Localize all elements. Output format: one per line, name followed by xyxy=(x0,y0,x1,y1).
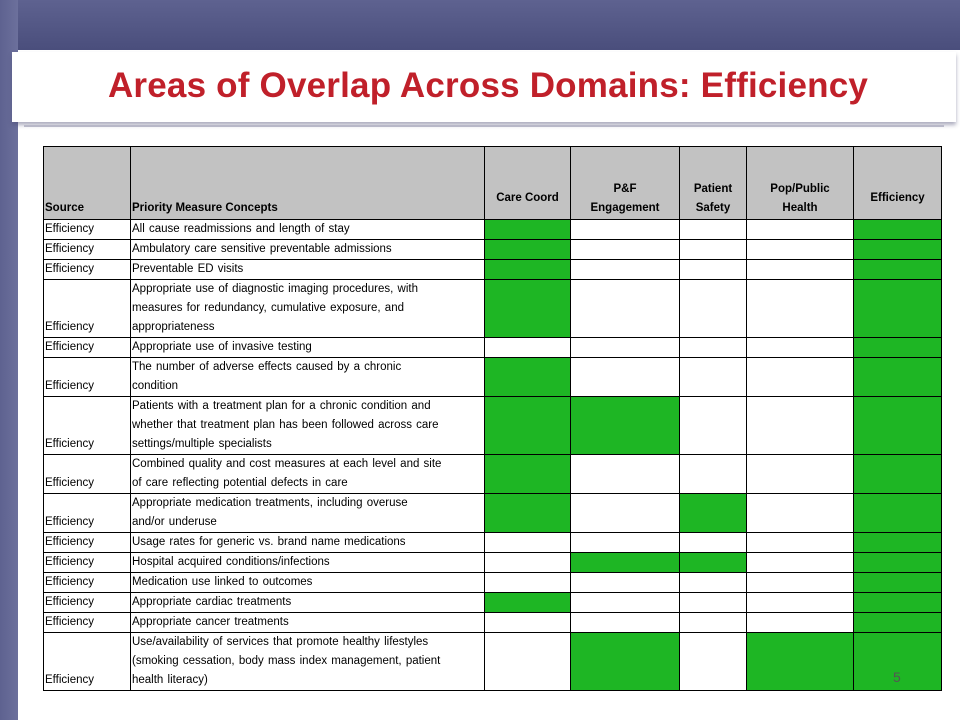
cell-care-coord xyxy=(485,455,571,494)
concept-line: All cause readmissions and length of stay xyxy=(132,223,350,235)
cell-pf-engagement xyxy=(571,240,680,260)
concept-line: Hospital acquired conditions/infections xyxy=(132,556,330,568)
concept-line: health literacy) xyxy=(132,674,208,686)
cell-patient-safety xyxy=(680,280,747,338)
cell-pf-engagement xyxy=(571,280,680,338)
header-pop-line2: Health xyxy=(782,202,818,214)
cell-pf-engagement xyxy=(571,358,680,397)
cell-pf-engagement xyxy=(571,494,680,533)
row-source: Efficiency xyxy=(44,240,131,260)
row-concept xyxy=(131,397,485,455)
row-concept xyxy=(131,240,485,260)
cell-patient-safety xyxy=(680,573,747,593)
header-pf-line1: P&F xyxy=(613,183,637,195)
concept-line: Appropriate use of diagnostic imaging procedures, with xyxy=(132,283,418,295)
header-pop-line1: Pop/Public xyxy=(770,183,830,195)
cell-pop-health xyxy=(747,633,854,691)
cell-patient-safety xyxy=(680,613,747,633)
cell-patient-safety xyxy=(680,593,747,613)
concept-line: The number of adverse effects caused by a chronic xyxy=(132,361,402,373)
concept-line: Appropriate cancer treatments xyxy=(132,616,289,628)
table-row xyxy=(44,494,942,533)
concept-line: Appropriate use of invasive testing xyxy=(132,341,312,353)
table-row xyxy=(44,397,942,455)
row-source: Efficiency xyxy=(44,358,131,397)
cell-care-coord xyxy=(485,358,571,397)
cell-patient-safety xyxy=(680,553,747,573)
row-source: Efficiency xyxy=(44,220,131,240)
concept-line: (smoking cessation, body mass index management, patient xyxy=(132,655,441,667)
cell-pop-health xyxy=(747,553,854,573)
row-concept xyxy=(131,455,485,494)
concept-line: and/or underuse xyxy=(132,516,217,528)
cell-pf-engagement xyxy=(571,260,680,280)
cell-pop-health xyxy=(747,593,854,613)
cell-care-coord xyxy=(485,613,571,633)
cell-efficiency xyxy=(854,533,942,553)
cell-efficiency xyxy=(854,397,942,455)
concept-line: Patients with a treatment plan for a chronic condition and xyxy=(132,400,431,412)
row-source: Efficiency xyxy=(44,593,131,613)
row-concept xyxy=(131,553,485,573)
cell-care-coord xyxy=(485,338,571,358)
row-concept xyxy=(131,494,485,533)
cell-pop-health xyxy=(747,494,854,533)
cell-efficiency xyxy=(854,240,942,260)
table-row xyxy=(44,455,942,494)
row-source: Efficiency xyxy=(44,633,131,691)
header-ps-line2: Safety xyxy=(695,202,731,214)
cell-care-coord xyxy=(485,220,571,240)
cell-efficiency xyxy=(854,553,942,573)
row-source: Efficiency xyxy=(44,613,131,633)
row-source: Efficiency xyxy=(44,260,131,280)
concept-line: measures for redundancy, cumulative exposure, and xyxy=(132,302,404,314)
row-source: Efficiency xyxy=(44,553,131,573)
row-source: Efficiency xyxy=(44,533,131,553)
cell-care-coord xyxy=(485,240,571,260)
title-divider xyxy=(24,125,944,127)
cell-patient-safety xyxy=(680,260,747,280)
cell-care-coord xyxy=(485,633,571,691)
cell-pf-engagement xyxy=(571,633,680,691)
cell-patient-safety xyxy=(680,240,747,260)
table-row xyxy=(44,533,942,553)
header-efficiency xyxy=(854,147,942,220)
concept-line: Preventable ED visits xyxy=(132,263,244,275)
cell-pf-engagement xyxy=(571,593,680,613)
cell-pop-health xyxy=(747,220,854,240)
cell-patient-safety xyxy=(680,338,747,358)
concept-line: Ambulatory care sensitive preventable admissions xyxy=(132,243,392,255)
table-row xyxy=(44,220,942,240)
cell-care-coord xyxy=(485,494,571,533)
cell-patient-safety xyxy=(680,397,747,455)
table-row xyxy=(44,358,942,397)
top-decorative-band xyxy=(0,0,960,50)
cell-care-coord xyxy=(485,553,571,573)
row-concept xyxy=(131,358,485,397)
cell-pop-health xyxy=(747,240,854,260)
cell-efficiency xyxy=(854,573,942,593)
cell-pop-health xyxy=(747,397,854,455)
row-source: Efficiency xyxy=(44,338,131,358)
table-row xyxy=(44,593,942,613)
table-row xyxy=(44,240,942,260)
cell-efficiency xyxy=(854,613,942,633)
cell-efficiency xyxy=(854,220,942,240)
cell-pf-engagement xyxy=(571,613,680,633)
row-source: Efficiency xyxy=(44,573,131,593)
table-row xyxy=(44,553,942,573)
cell-care-coord xyxy=(485,280,571,338)
cell-efficiency xyxy=(854,260,942,280)
cell-patient-safety xyxy=(680,455,747,494)
cell-pop-health xyxy=(747,455,854,494)
row-concept xyxy=(131,220,485,240)
row-source: Efficiency xyxy=(44,397,131,455)
cell-efficiency xyxy=(854,593,942,613)
header-care-coord xyxy=(485,147,571,220)
cell-pf-engagement xyxy=(571,220,680,240)
header-concept: Priority Measure Concepts xyxy=(131,147,485,220)
row-concept xyxy=(131,338,485,358)
row-concept xyxy=(131,260,485,280)
cell-pop-health xyxy=(747,260,854,280)
cell-efficiency xyxy=(854,338,942,358)
table-row xyxy=(44,260,942,280)
cell-care-coord xyxy=(485,533,571,553)
cell-pop-health xyxy=(747,613,854,633)
concept-line: settings/multiple specialists xyxy=(132,438,272,450)
row-concept xyxy=(131,280,485,338)
cell-efficiency xyxy=(854,455,942,494)
cell-pf-engagement xyxy=(571,455,680,494)
header-efficiency-text: Efficiency xyxy=(870,192,925,204)
cell-pf-engagement xyxy=(571,573,680,593)
cell-pf-engagement xyxy=(571,338,680,358)
table-row xyxy=(44,613,942,633)
concept-line: Medication use linked to outcomes xyxy=(132,576,313,588)
concept-line: Appropriate medication treatments, including overuse xyxy=(132,497,408,509)
header-source: Source xyxy=(44,147,131,220)
row-concept xyxy=(131,573,485,593)
cell-pf-engagement xyxy=(571,553,680,573)
cell-pop-health xyxy=(747,338,854,358)
cell-efficiency xyxy=(854,494,942,533)
cell-efficiency xyxy=(854,280,942,338)
cell-pf-engagement xyxy=(571,533,680,553)
page-number: 5 xyxy=(893,669,901,685)
cell-patient-safety xyxy=(680,220,747,240)
table-row xyxy=(44,338,942,358)
cell-care-coord xyxy=(485,397,571,455)
row-source: Efficiency xyxy=(44,280,131,338)
cell-care-coord xyxy=(485,573,571,593)
cell-patient-safety xyxy=(680,633,747,691)
header-ps-line1: Patient xyxy=(693,183,733,195)
table-row xyxy=(44,633,942,691)
header-pop-health xyxy=(747,147,854,220)
header-pf-line2: Engagement xyxy=(590,202,660,214)
concept-line: Combined quality and cost measures at each level and site xyxy=(132,458,442,470)
cell-patient-safety xyxy=(680,533,747,553)
table-row xyxy=(44,573,942,593)
table-body xyxy=(44,220,942,691)
row-concept xyxy=(131,613,485,633)
concept-line: condition xyxy=(132,380,179,392)
cell-pf-engagement xyxy=(571,397,680,455)
row-concept xyxy=(131,533,485,553)
cell-patient-safety xyxy=(680,494,747,533)
cell-patient-safety xyxy=(680,358,747,397)
table-row xyxy=(44,280,942,338)
table-header xyxy=(44,147,942,220)
header-care-coord-text: Care Coord xyxy=(496,192,559,204)
cell-pop-health xyxy=(747,280,854,338)
cell-care-coord xyxy=(485,593,571,613)
row-concept xyxy=(131,633,485,691)
overlap-table xyxy=(43,146,942,691)
slide-title: Areas of Overlap Across Domains: Efficiency xyxy=(107,66,869,105)
cell-pop-health xyxy=(747,533,854,553)
row-source: Efficiency xyxy=(44,494,131,533)
header-row xyxy=(44,147,942,220)
cell-pop-health xyxy=(747,573,854,593)
row-concept xyxy=(131,593,485,613)
concept-line: Use/availability of services that promote healthy lifestyles xyxy=(132,636,429,648)
cell-pop-health xyxy=(747,358,854,397)
concept-line: whether that treatment plan has been followed across care xyxy=(132,419,439,431)
cell-care-coord xyxy=(485,260,571,280)
cell-efficiency xyxy=(854,358,942,397)
header-patient-safety xyxy=(680,147,747,220)
concept-line: of care reflecting potential defects in care xyxy=(132,477,348,489)
row-source: Efficiency xyxy=(44,455,131,494)
concept-line: appropriateness xyxy=(132,321,215,333)
concept-line: Appropriate cardiac treatments xyxy=(132,596,292,608)
concept-line: Usage rates for generic vs. brand name medications xyxy=(132,536,406,548)
header-pf-engagement xyxy=(571,147,680,220)
